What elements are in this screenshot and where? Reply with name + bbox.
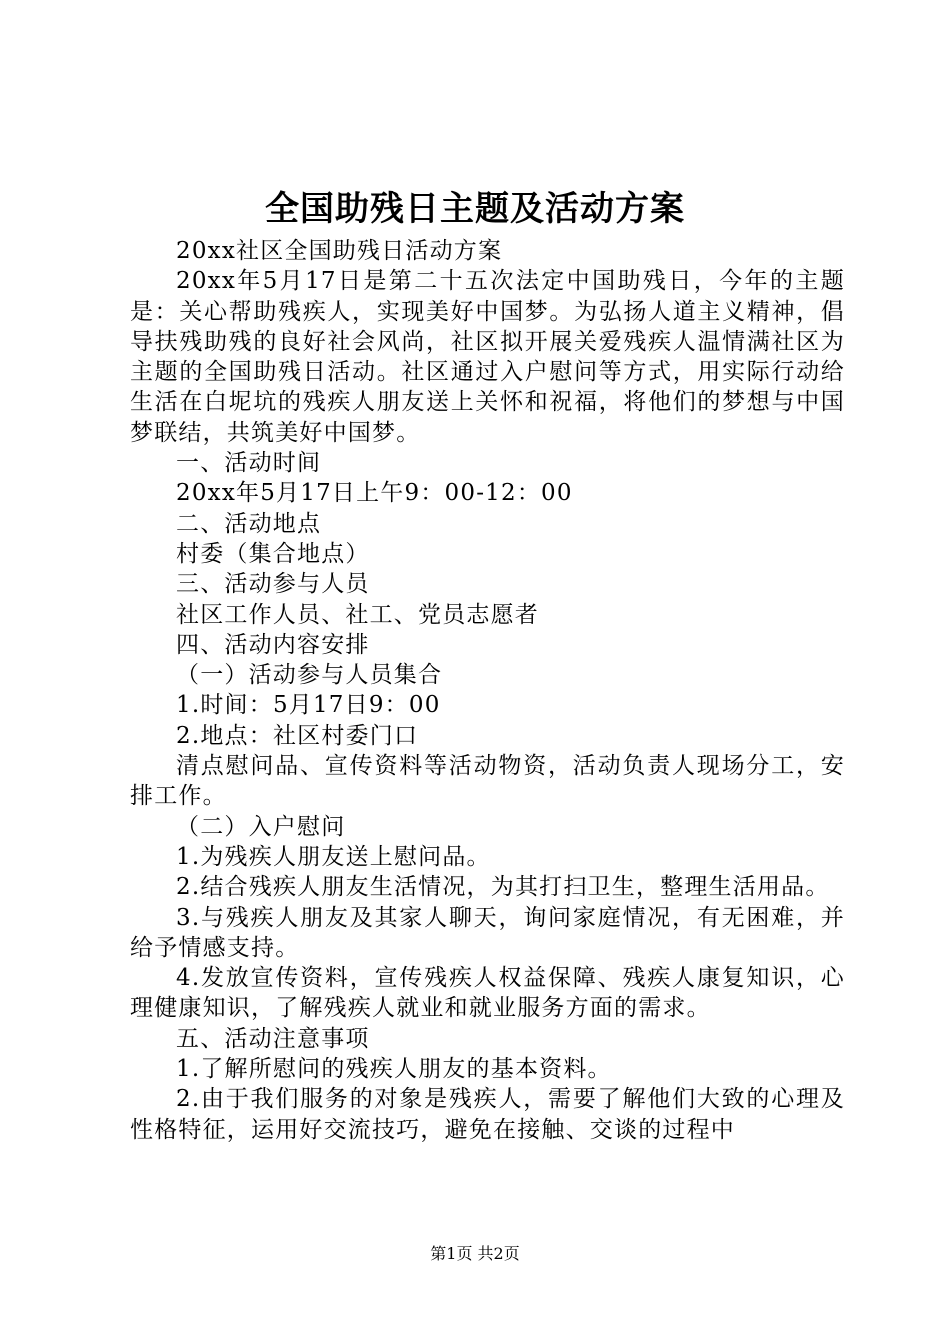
page-footer: 第1页 共2页	[430, 1244, 520, 1263]
section-heading-time: 一、活动时间	[176, 450, 322, 477]
document-body	[130, 236, 845, 1145]
paragraph-subtitle: 20xx社区全国助残日活动方案	[176, 238, 503, 264]
list-item: 1.为残疾人朋友送上慰问品。	[176, 843, 491, 870]
list-item: 2.地点：社区村委门口	[176, 722, 419, 749]
section-heading-content: 四、活动内容安排	[176, 631, 370, 658]
section-heading-notes: 五、活动注意事项	[176, 1025, 370, 1052]
subsection-heading-gather: （一）活动参与人员集合	[176, 662, 443, 689]
document-title: 全国助残日主题及活动方案	[265, 189, 685, 229]
list-item: 1.了解所慰问的残疾人朋友的基本资料。	[176, 1056, 612, 1083]
paragraph-participants: 社区工作人员、社工、党员志愿者	[176, 601, 539, 628]
subsection-heading-visit: （二）入户慰问	[176, 813, 346, 840]
list-item: 1.时间：5月17日9：00	[176, 692, 441, 719]
paragraph-preparation: 清点慰问品、宣传资料等活动物资，活动负责人现场分工，安排工作。	[130, 753, 845, 810]
list-item: 4.发放宣传资料，宣传残疾人权益保障、残疾人康复知识，心理健康知识，了解残疾人就业和就业服务方面的需求。	[130, 965, 845, 1022]
paragraph-location: 村委（集合地点）	[176, 540, 370, 567]
paragraph-time: 20xx年5月17日上午9：00-12：00	[176, 480, 573, 507]
paragraph-intro: 20xx年5月17日是第二十五次法定中国助残日，今年的主题是：关心帮助残疾人，实现美好中国梦。为弘扬人道主义精神，倡导扶残助残的良好社会风尚，社区拟开展关爱残疾人温情满社区为主题的全国助残日活动。社区通过入户慰问等方式，用实际行动给生活在白坭坑的残疾人朋友送上关怀和祝福，将他们的梦想与中国梦联结，共筑美好中国梦。	[130, 268, 845, 446]
section-heading-location: 二、活动地点	[176, 510, 322, 537]
list-item: 2.由于我们服务的对象是残疾人，需要了解他们大致的心理及性格特征，运用好交流技巧，避免在接触、交谈的过程中	[130, 1086, 845, 1143]
list-item: 2.结合残疾人朋友生活情况，为其打扫卫生，整理生活用品。	[176, 874, 830, 901]
list-item: 3.与残疾人朋友及其家人聊天，询问家庭情况，有无困难，并给予情感支持。	[130, 904, 845, 961]
section-heading-participants: 三、活动参与人员	[176, 571, 370, 598]
